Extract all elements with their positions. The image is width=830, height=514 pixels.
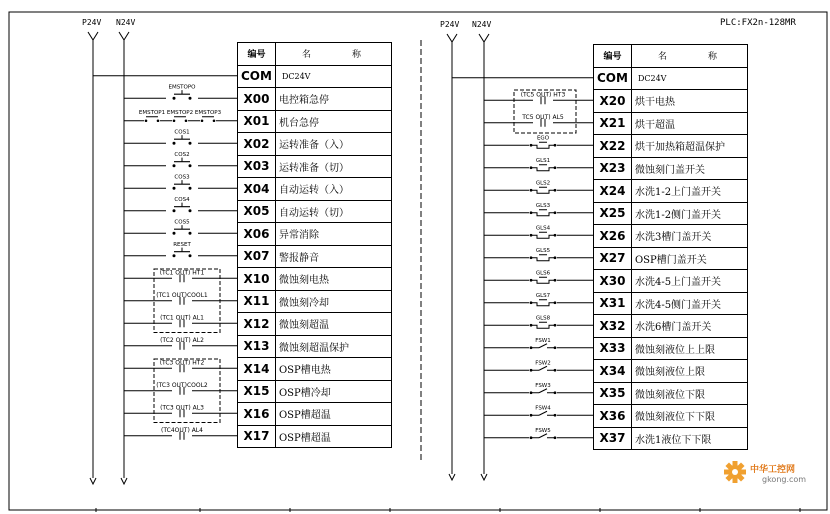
contact-terminal: [189, 232, 192, 235]
contact-tag: COS1: [174, 129, 190, 136]
input-code: X13: [238, 335, 276, 358]
sensor-tag: GLS3: [535, 202, 551, 209]
float-tag: FSW3: [535, 382, 551, 389]
input-code: X34: [594, 360, 632, 383]
right-n24v-rail-end: [481, 474, 487, 480]
right-p24v-rail-arrow: [452, 34, 457, 42]
table-row: [594, 360, 748, 383]
input-code: COM: [594, 67, 632, 90]
table-row: [594, 292, 748, 315]
relay-tag: TC5 OUT) AL5: [522, 113, 564, 121]
watermark-gear-icon: [724, 461, 746, 483]
input-name: 自动运转（入）: [275, 178, 391, 201]
input-name: 警报静音: [275, 245, 391, 268]
table-row: [238, 88, 392, 111]
header-code: 编号: [594, 45, 632, 68]
contact-tag: COS3: [174, 174, 190, 181]
input-code: X11: [238, 290, 276, 313]
table-row: [238, 178, 392, 201]
input-name: DC24V: [631, 67, 747, 90]
contact-terminal: [173, 209, 176, 212]
table-header: [238, 43, 392, 66]
input-name: 水洗3槽门盖开关: [631, 225, 747, 248]
contact-tag: COS5: [174, 219, 190, 226]
contact-terminal: [201, 119, 204, 122]
float-tag: FSW5: [535, 427, 551, 434]
input-name: OSP槽冷却: [275, 380, 391, 403]
table-row: [238, 358, 392, 381]
input-code: X30: [594, 270, 632, 293]
table-row: [238, 245, 392, 268]
input-name: 水洗6槽门盖开关: [631, 315, 747, 338]
float-tag: FSW2: [535, 360, 551, 367]
sensor-tag: GLS7: [535, 292, 551, 299]
header-name: 名 称: [631, 45, 747, 68]
input-code: X04: [238, 178, 276, 201]
input-name: 微蚀刻冷却: [275, 290, 391, 313]
input-name: 水洗1-2侧门盖开关: [631, 202, 747, 225]
table-row: [594, 67, 748, 90]
table-row: [238, 110, 392, 133]
input-code: X27: [594, 247, 632, 270]
input-code: X12: [238, 313, 276, 336]
input-name: 电控箱急停: [275, 88, 391, 111]
relay-tag: (TC4OUT) AL4: [161, 426, 203, 434]
input-name: 微蚀刻超温: [275, 313, 391, 336]
input-code: X23: [594, 157, 632, 180]
left-p24v-label: P24V: [82, 18, 102, 27]
sensor-tag: GLS8: [535, 315, 551, 322]
contact-terminal: [189, 254, 192, 257]
input-name: 微蚀刻超温保护: [275, 335, 391, 358]
table-row: [594, 202, 748, 225]
input-code: X37: [594, 427, 632, 450]
contact-terminal: [189, 97, 192, 100]
table-row: [594, 112, 748, 135]
table-row: [594, 225, 748, 248]
contact-terminal: [173, 254, 176, 257]
input-name: OSP槽电热: [275, 358, 391, 381]
input-code: X25: [594, 202, 632, 225]
right-input-table: [593, 44, 748, 450]
gear-hole: [732, 469, 738, 475]
right-n24v-rail-arrow: [484, 34, 489, 42]
contact-tag: RESET: [173, 241, 191, 248]
contact-tag: EMSTOPO: [168, 84, 196, 91]
input-name: 运转准备（切）: [275, 155, 391, 178]
sensor-tag: EGO: [536, 135, 550, 142]
table-row: [594, 180, 748, 203]
relay-tag: (TC1 OUT)COOL1: [156, 291, 208, 299]
input-name: 运转准备（入）: [275, 133, 391, 156]
right-p24v-rail-end: [449, 474, 455, 480]
contact-terminal: [185, 119, 188, 122]
contact-gap: [166, 139, 198, 147]
left-p24v-rail-arrow: [93, 32, 98, 40]
right-n24v-label: N24V: [472, 20, 492, 29]
table-row: [238, 133, 392, 156]
input-code: X15: [238, 380, 276, 403]
table-row: [594, 405, 748, 428]
input-name: 微蚀刻液位上上限: [631, 337, 747, 360]
table-row: [594, 135, 748, 158]
contact-tag: EMSTOP1: [138, 109, 166, 116]
sensor-tag: GLS2: [535, 180, 551, 187]
input-name: DC24V: [275, 65, 391, 88]
sensor-tag: GLS5: [535, 247, 551, 254]
table-row: [238, 335, 392, 358]
contact-terminal: [189, 142, 192, 145]
input-code: X05: [238, 200, 276, 223]
contact-tag: COS4: [174, 196, 190, 203]
input-name: 水洗4-5上门盖开关: [631, 270, 747, 293]
contact-terminal: [173, 187, 176, 190]
table-row: [238, 268, 392, 291]
contact-terminal: [189, 209, 192, 212]
left-n24v-rail-end: [121, 478, 127, 484]
contact-terminal: [173, 97, 176, 100]
float-tag: FSW4: [535, 405, 551, 412]
table-row: [238, 313, 392, 336]
input-code: X22: [594, 135, 632, 158]
input-code: X16: [238, 403, 276, 426]
table-row: [238, 200, 392, 223]
input-name: 微蚀刻门盖开关: [631, 157, 747, 180]
contact-gap: [166, 94, 198, 102]
table-row: [594, 90, 748, 113]
input-code: X31: [594, 292, 632, 315]
input-code: X14: [238, 358, 276, 381]
input-name: 水洗1-2上门盖开关: [631, 180, 747, 203]
input-name: 烘干超温: [631, 112, 747, 135]
table-row: [594, 337, 748, 360]
input-name: 微蚀刻液位下下限: [631, 405, 747, 428]
table-row: [238, 223, 392, 246]
watermark-title: 中华工控网: [750, 465, 796, 475]
contact-terminal: [213, 119, 216, 122]
input-code: X07: [238, 245, 276, 268]
input-name: 异常消除: [275, 223, 391, 246]
contact-tag: EMSTOP2: [166, 109, 194, 116]
input-name: 微蚀刻电热: [275, 268, 391, 291]
input-name: OSP槽门盖开关: [631, 247, 747, 270]
table-row: [238, 425, 392, 448]
contact-terminal: [157, 119, 160, 122]
table-row: [594, 270, 748, 293]
input-name: 微蚀刻液位下限: [631, 382, 747, 405]
table-row: [238, 155, 392, 178]
contact-terminal: [173, 119, 176, 122]
input-name: 烘干电热: [631, 90, 747, 113]
input-code: X20: [594, 90, 632, 113]
contact-terminal: [189, 187, 192, 190]
left-input-table: [237, 42, 392, 448]
contact-gap: [166, 207, 198, 215]
relay-tag: (TC5 OUT) HT3: [520, 91, 566, 99]
input-code: COM: [238, 65, 276, 88]
input-name: 烘干加热箱超温保护: [631, 135, 747, 158]
input-code: X06: [238, 223, 276, 246]
plc-model-label: PLC:FX2n-128MR: [720, 18, 796, 28]
input-code: X03: [238, 155, 276, 178]
left-n24v-rail-arrow: [119, 32, 124, 40]
sensor-tag: GLS6: [535, 270, 551, 277]
table-row: [594, 247, 748, 270]
input-code: X01: [238, 110, 276, 133]
input-code: X32: [594, 315, 632, 338]
header-name: 名 称: [275, 43, 391, 66]
contact-gap: [166, 252, 198, 260]
left-p24v-rail-end: [90, 478, 96, 484]
input-name: 水洗4-5侧门盖开关: [631, 292, 747, 315]
relay-tag: (TC1 OUT) AL1: [160, 314, 204, 322]
table-row: [238, 380, 392, 403]
input-name: OSP槽超温: [275, 425, 391, 448]
input-code: X10: [238, 268, 276, 291]
contact-terminal: [173, 232, 176, 235]
input-code: X35: [594, 382, 632, 405]
contact-terminal: [189, 164, 192, 167]
sensor-tag: GLS4: [535, 225, 551, 232]
input-code: X36: [594, 405, 632, 428]
relay-tag: (TC1 OUT) HT1: [159, 269, 205, 277]
input-code: X33: [594, 337, 632, 360]
header-code: 编号: [238, 43, 276, 66]
input-name: OSP槽超温: [275, 403, 391, 426]
table-row: [594, 315, 748, 338]
table-row: [594, 427, 748, 450]
table-row: [238, 65, 392, 88]
relay-tag: (TC2 OUT) AL2: [160, 336, 204, 344]
table-row: [594, 382, 748, 405]
input-name: 微蚀刻液位上限: [631, 360, 747, 383]
left-p24v-rail-arrow: [88, 32, 93, 40]
relay-tag: (TC3 OUT)COOL2: [156, 381, 208, 389]
table-row: [238, 290, 392, 313]
left-n24v-rail-arrow: [124, 32, 129, 40]
contact-terminal: [173, 164, 176, 167]
contact-gap: [166, 162, 198, 170]
contact-tag: COS2: [174, 151, 190, 158]
input-code: X17: [238, 425, 276, 448]
relay-tag: (TC3 OUT) HT2: [159, 359, 205, 367]
input-code: X00: [238, 88, 276, 111]
input-code: X26: [594, 225, 632, 248]
input-name: 水洗1液位下下限: [631, 427, 747, 450]
input-code: X21: [594, 112, 632, 135]
watermark-url: gkong.com: [762, 475, 807, 484]
table-row: [238, 403, 392, 426]
input-name: 自动运转（切）: [275, 200, 391, 223]
relay-tag: (TC3 OUT) AL3: [160, 404, 204, 412]
contact-terminal: [173, 142, 176, 145]
sensor-tag: GLS1: [535, 157, 551, 164]
float-tag: FSW1: [535, 337, 551, 344]
contact-tag: EMSTOP3: [194, 109, 222, 116]
right-n24v-rail-arrow: [479, 34, 484, 42]
input-code: X02: [238, 133, 276, 156]
input-name: 机台急停: [275, 110, 391, 133]
right-p24v-rail-arrow: [447, 34, 452, 42]
left-n24v-label: N24V: [116, 18, 136, 27]
contact-gap: [166, 229, 198, 237]
table-header: [594, 45, 748, 68]
table-row: [594, 157, 748, 180]
right-p24v-label: P24V: [440, 20, 460, 29]
contact-terminal: [145, 119, 148, 122]
input-code: X24: [594, 180, 632, 203]
contact-gap: [166, 184, 198, 192]
